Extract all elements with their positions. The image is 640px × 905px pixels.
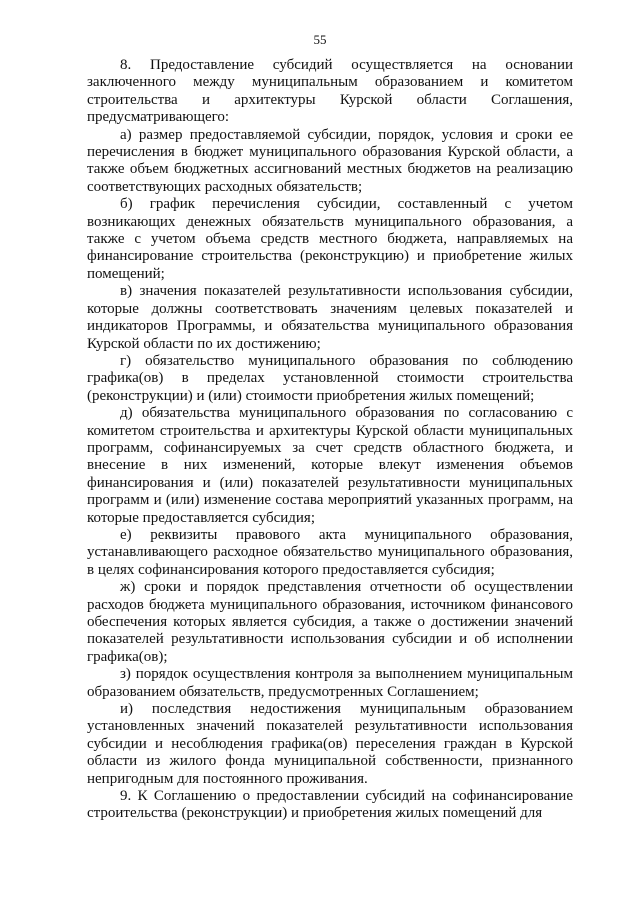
paragraph-8-i: и) последствия недостижения муниципальным образованием установленных значений показателей результативности использования субсидии и несоблюдения графика(ов) переселения граждан в Курской области из жилого фонда муниципальной собственности, признанного непригодным для постоянного проживания. xyxy=(87,701,573,787)
paragraph-8-e: е) реквизиты правового акта муниципального образования, устанавливающего расходное обязательство муниципального образования, в целях софинансирования которого предоставляется субсидия; xyxy=(87,526,573,578)
page-number: 55 xyxy=(313,32,327,47)
paragraph-8: 8. Предоставление субсидий осуществляется на основании заключенного между муниципальным образованием и комитетом строительства и архитектуры Курской области Соглашения, предусматривающего: xyxy=(87,57,573,126)
paragraph-8-v: в) значения показателей результативности использования субсидии, которые должны соответствовать значениям целевых показателей и индикаторов Программы, и обязательства муниципального образования Курской области по их достижению; xyxy=(87,283,573,352)
paragraph-8-z: з) порядок осуществления контроля за выполнением муниципальным образованием обязательств, предусмотренных Соглашением; xyxy=(87,666,573,700)
paragraph-8-g: г) обязательство муниципального образования по соблюдению графика(ов) в пределах установленной стоимости строительства (реконструкции) и (или) стоимости приобретения жилых помещений; xyxy=(87,352,573,404)
paragraph-9: 9. К Соглашению о предоставлении субсидий на софинансирование строительства (реконструкции) и приобретения жилых помещений для xyxy=(87,788,573,822)
paragraph-8-a: а) размер предоставляемой субсидии, порядок, условия и сроки ее перечисления в бюджет муниципального образования Курской области, а также объем бюджетных ассигнований местных бюджетов на реализацию соответствующих расходных обязательств; xyxy=(87,126,573,195)
paragraph-8-zh: ж) сроки и порядок представления отчетности об осуществлении расходов бюджета муниципального образования, источником финансового обеспечения которых является субсидия, а также о достижении значений показателей результативности использования субсидии и об исполнении графика(ов); xyxy=(87,579,573,665)
paragraph-8-d: д) обязательства муниципального образования по согласованию с комитетом строительства и архитектуры Курской области муниципальных программ, софинансируемых за счет средств областного бюджета, и внесение в них изменений, которые влекут изменения объемов финансирования и (или) показателей результативности муниципальных программ и (или) изменение состава мероприятий указанных программ, на которые предоставляется субсидия; xyxy=(87,405,573,526)
paragraph-8-b: б) график перечисления субсидии, составленный с учетом возникающих денежных обязательств муниципального образования, а также с учетом объема средств местного бюджета, направляемых на финансирование строительства (реконструкцию) и приобретение жилых помещений; xyxy=(87,196,573,282)
document-body xyxy=(87,57,573,823)
